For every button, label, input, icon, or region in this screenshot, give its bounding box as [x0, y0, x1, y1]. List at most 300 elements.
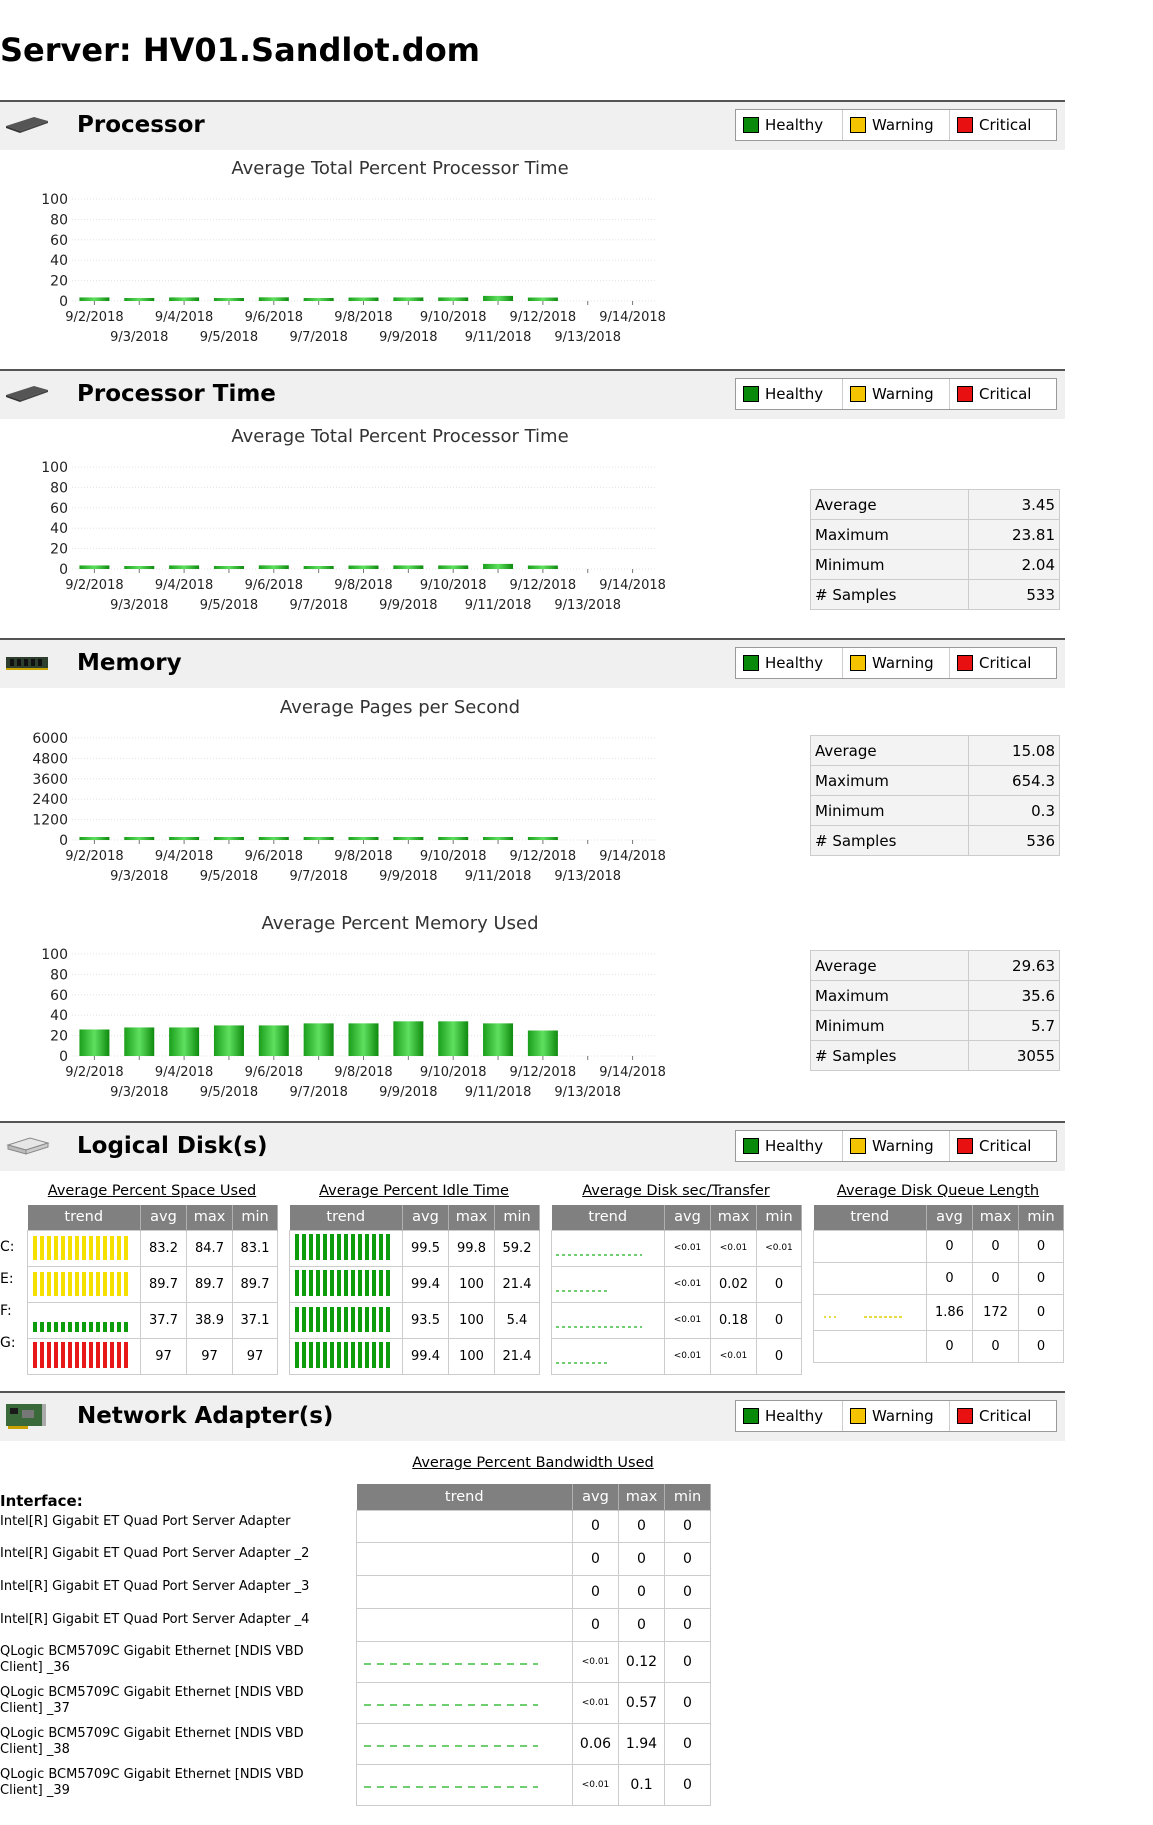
- trend-bar: [344, 1342, 348, 1368]
- x-tick-label: 9/3/2018: [110, 598, 169, 613]
- trend-sparkline: [28, 1338, 141, 1374]
- x-tick-label: 9/7/2018: [289, 1085, 348, 1100]
- trend-sparkline: [290, 1230, 403, 1266]
- min-value: 0: [665, 1682, 711, 1723]
- critical-swatch: [957, 1138, 973, 1154]
- stat-label: Minimum: [811, 550, 969, 580]
- trend-bar: [295, 1307, 299, 1332]
- max-value: <0.01: [711, 1338, 757, 1374]
- processor-icon: [4, 114, 50, 134]
- max-value: 84.7: [187, 1230, 233, 1266]
- stat-value: 3055: [969, 1041, 1060, 1071]
- memory-icon: [4, 652, 50, 672]
- bar: [169, 837, 199, 840]
- trend-bar: [386, 1234, 390, 1260]
- x-tick-label: 9/9/2018: [379, 330, 438, 345]
- legend-critical-label: Critical: [979, 1137, 1032, 1155]
- trend-bar: [372, 1307, 376, 1332]
- trend-bar: [316, 1234, 320, 1260]
- max-value: 0.12: [619, 1641, 665, 1682]
- trend-bar: [89, 1272, 93, 1296]
- trend-bar: [365, 1270, 369, 1296]
- y-tick-label: 20: [50, 541, 68, 558]
- y-tick-label: 60: [50, 232, 68, 249]
- stat-label: Minimum: [811, 1011, 969, 1041]
- legend-healthy: [736, 1401, 843, 1431]
- legend-healthy-label: Healthy: [765, 1137, 824, 1155]
- x-tick-label: 9/9/2018: [379, 1085, 438, 1100]
- trend-bar: [54, 1342, 58, 1368]
- stats-row: [811, 796, 1060, 826]
- section-title: Logical Disk(s): [77, 1133, 268, 1159]
- stat-label: Maximum: [811, 520, 969, 550]
- trend-sparkline: [290, 1302, 403, 1338]
- disk-metric-label: Average Percent Idle Time: [319, 1183, 509, 1199]
- trend-bar: [54, 1322, 58, 1332]
- trend-bar: [372, 1234, 376, 1260]
- col-trend: trend: [290, 1205, 403, 1230]
- memory-stats: [810, 950, 1060, 1071]
- table-row: [357, 1510, 711, 1542]
- x-tick-label: 9/5/2018: [199, 1085, 259, 1100]
- col-min: min: [665, 1484, 711, 1510]
- bar: [483, 296, 513, 301]
- stat-value: 29.63: [969, 951, 1060, 981]
- min-value: 0: [665, 1608, 711, 1641]
- table-row: [814, 1294, 1064, 1330]
- col-max: max: [187, 1205, 233, 1230]
- trend-bar: [323, 1234, 327, 1260]
- section-header-logical-disk: [0, 1121, 1065, 1171]
- y-tick-label: 20: [50, 1028, 68, 1045]
- y-tick-label: 40: [50, 521, 68, 538]
- x-tick-label: 9/2/2018: [65, 578, 124, 593]
- trend-bar: [302, 1270, 306, 1296]
- trend-bar: [358, 1342, 362, 1368]
- max-value: 100: [449, 1338, 495, 1374]
- trend-bar: [337, 1307, 341, 1332]
- warning-swatch: [850, 117, 866, 133]
- y-tick-label: 0: [59, 562, 68, 578]
- min-value: 0: [757, 1302, 802, 1338]
- bar: [259, 297, 289, 301]
- trend-sparkline: [28, 1302, 141, 1338]
- table-row: [28, 1266, 278, 1302]
- network-bandwidth-table: [356, 1484, 711, 1806]
- x-tick-label: 9/4/2018: [154, 849, 214, 864]
- x-tick-label: 9/7/2018: [289, 330, 348, 345]
- stats-row: [811, 981, 1060, 1011]
- bar: [393, 1021, 423, 1056]
- table-row: [814, 1330, 1064, 1362]
- x-tick-label: 9/11/2018: [464, 330, 532, 345]
- min-value: 21.4: [495, 1266, 540, 1302]
- legend-warning: [843, 110, 950, 140]
- col-max: max: [449, 1205, 495, 1230]
- chart-title: Average Pages per Second: [279, 697, 521, 718]
- x-tick-label: 9/4/2018: [154, 310, 214, 325]
- stat-value: 2.04: [969, 550, 1060, 580]
- min-value: 0: [665, 1510, 711, 1542]
- drive-label: E:: [0, 1271, 14, 1287]
- trend-sparkline: [814, 1330, 927, 1362]
- x-tick-label: 9/10/2018: [419, 1065, 487, 1080]
- trend-sparkline: [552, 1338, 665, 1374]
- min-value: 0: [665, 1542, 711, 1575]
- trend-bar: [61, 1342, 65, 1368]
- trend-bar: [379, 1270, 383, 1296]
- critical-swatch: [957, 655, 973, 671]
- bar: [438, 565, 468, 569]
- section-header-processor-time: [0, 369, 1065, 419]
- disk-queue-length-table: [813, 1205, 1064, 1363]
- x-tick-label: 9/8/2018: [334, 1065, 393, 1080]
- legend-critical: [950, 1401, 1056, 1431]
- y-tick-label: 40: [50, 1008, 68, 1025]
- x-tick-label: 9/6/2018: [244, 1065, 304, 1080]
- max-value: 0.02: [711, 1266, 757, 1302]
- avg-value: 0: [927, 1330, 973, 1362]
- trend-bar: [33, 1272, 37, 1296]
- trend-bar: [323, 1307, 327, 1332]
- bar: [483, 837, 513, 840]
- trend-bar: [61, 1236, 65, 1260]
- x-tick-label: 9/14/2018: [599, 578, 666, 593]
- trend-bar: [302, 1307, 306, 1332]
- warning-swatch: [850, 655, 866, 671]
- memory-used-chart: [20, 943, 780, 1113]
- disk-metric-label: Average Disk Queue Length: [836, 1183, 1040, 1199]
- trend-bar: [117, 1272, 121, 1296]
- max-value: 0.18: [711, 1302, 757, 1338]
- stat-label: Average: [811, 951, 969, 981]
- x-tick-label: 9/11/2018: [464, 1085, 532, 1100]
- processor-chart: [20, 188, 780, 358]
- x-tick-label: 9/14/2018: [599, 1065, 666, 1080]
- trend-bar: [96, 1322, 100, 1332]
- avg-value: <0.01: [665, 1230, 711, 1266]
- max-value: 0: [973, 1230, 1019, 1262]
- legend-warning-label: Warning: [872, 116, 934, 134]
- trend-bar: [75, 1322, 79, 1332]
- trend-bar: [295, 1270, 299, 1296]
- network-metric-label: Average Percent Bandwidth Used: [412, 1455, 654, 1471]
- trend-bar: [351, 1270, 355, 1296]
- bar: [304, 837, 334, 840]
- trend-bar: [386, 1270, 390, 1296]
- min-value: 0: [1019, 1230, 1064, 1262]
- status-legend: [735, 109, 1057, 141]
- y-tick-label: 100: [41, 460, 68, 476]
- avg-value: 0.06: [573, 1723, 619, 1764]
- x-tick-label: 9/5/2018: [199, 598, 259, 613]
- trend-bar: [89, 1236, 93, 1260]
- trend-bar: [124, 1272, 128, 1296]
- trend-bar: [103, 1272, 107, 1296]
- y-tick-label: 0: [59, 833, 68, 849]
- bar: [124, 1027, 154, 1056]
- trend-bar: [40, 1236, 44, 1260]
- chart-title: Average Total Percent Processor Time: [231, 426, 569, 447]
- stat-value: 3.45: [969, 490, 1060, 520]
- trend-bar: [309, 1307, 313, 1332]
- drive-label: G:: [0, 1335, 16, 1351]
- avg-value: 97: [141, 1338, 187, 1374]
- avg-value: <0.01: [573, 1641, 619, 1682]
- min-value: 0: [665, 1575, 711, 1608]
- stat-label: # Samples: [811, 826, 969, 856]
- col-avg: avg: [403, 1205, 449, 1230]
- bar: [393, 565, 423, 569]
- chart-title: Average Total Percent Processor Time: [231, 158, 569, 179]
- bar: [79, 565, 109, 569]
- trend-bar: [337, 1234, 341, 1260]
- col-trend: trend: [28, 1205, 141, 1230]
- col-avg: avg: [927, 1205, 973, 1230]
- page-title: Server: HV01.Sandlot.dom: [0, 31, 481, 69]
- legend-healthy: [736, 379, 843, 409]
- healthy-swatch: [743, 655, 759, 671]
- x-tick-label: 9/13/2018: [554, 330, 622, 345]
- y-tick-label: 60: [50, 500, 68, 517]
- avg-value: <0.01: [665, 1266, 711, 1302]
- trend-sparkline: [552, 1302, 665, 1338]
- legend-critical: [950, 379, 1056, 409]
- x-tick-label: 9/5/2018: [199, 330, 259, 345]
- y-tick-label: 0: [59, 1049, 68, 1065]
- avg-value: 99.4: [403, 1338, 449, 1374]
- trend-bar: [358, 1234, 362, 1260]
- stat-label: Minimum: [811, 796, 969, 826]
- section-header-memory: [0, 638, 1065, 688]
- x-tick-label: 9/10/2018: [419, 578, 487, 593]
- trend-bar: [89, 1342, 93, 1368]
- trend-bar: [358, 1307, 362, 1332]
- disk-metric-label: Average Percent Space Used: [47, 1183, 257, 1199]
- trend-bar: [68, 1342, 72, 1368]
- table-row: [290, 1338, 540, 1374]
- trend-bar: [316, 1307, 320, 1332]
- col-avg: avg: [141, 1205, 187, 1230]
- status-legend: [735, 378, 1057, 410]
- max-value: 0.57: [619, 1682, 665, 1723]
- legend-healthy: [736, 110, 843, 140]
- table-row: [357, 1641, 711, 1682]
- col-max: max: [973, 1205, 1019, 1230]
- trend-bar: [75, 1342, 79, 1368]
- y-tick-label: 0: [59, 294, 68, 310]
- trend-bar: [33, 1236, 37, 1260]
- bar: [438, 1021, 468, 1056]
- x-tick-label: 9/9/2018: [379, 869, 438, 884]
- x-tick-label: 9/12/2018: [509, 310, 577, 325]
- bar: [214, 566, 244, 569]
- legend-healthy-label: Healthy: [765, 116, 824, 134]
- x-tick-label: 9/9/2018: [379, 598, 438, 613]
- trend-bar: [330, 1270, 334, 1296]
- legend-warning: [843, 379, 950, 409]
- trend-sparkline: [357, 1764, 573, 1805]
- section-title: Network Adapter(s): [77, 1403, 334, 1429]
- min-value: 0: [757, 1266, 802, 1302]
- bar: [438, 837, 468, 840]
- min-value: 83.1: [233, 1230, 278, 1266]
- trend-bar: [379, 1307, 383, 1332]
- trend-bar: [386, 1307, 390, 1332]
- processor-time-stats: [810, 489, 1060, 610]
- stat-value: 533: [969, 580, 1060, 610]
- trend-bar: [337, 1342, 341, 1368]
- disk-space-used-table: [27, 1205, 278, 1375]
- avg-value: 0: [573, 1510, 619, 1542]
- trend-bar: [386, 1342, 390, 1368]
- x-tick-label: 9/2/2018: [65, 1065, 124, 1080]
- pages-per-second-chart: [20, 727, 780, 897]
- col-min: min: [233, 1205, 278, 1230]
- legend-critical-label: Critical: [979, 385, 1032, 403]
- avg-value: 37.7: [141, 1302, 187, 1338]
- stats-row: [811, 951, 1060, 981]
- table-row: [290, 1230, 540, 1266]
- critical-swatch: [957, 386, 973, 402]
- trend-sparkline: [357, 1608, 573, 1641]
- trend-bar: [351, 1342, 355, 1368]
- trend-sparkline: [357, 1723, 573, 1764]
- min-value: 97: [233, 1338, 278, 1374]
- avg-value: 99.4: [403, 1266, 449, 1302]
- table-row: [552, 1302, 802, 1338]
- trend-sparkline: [28, 1266, 141, 1302]
- trend-bar: [103, 1342, 107, 1368]
- trend-bar: [96, 1272, 100, 1296]
- trend-sparkline: [28, 1230, 141, 1266]
- min-value: 59.2: [495, 1230, 540, 1266]
- min-value: 5.4: [495, 1302, 540, 1338]
- stat-label: Average: [811, 736, 969, 766]
- stat-label: # Samples: [811, 580, 969, 610]
- x-tick-label: 9/2/2018: [65, 310, 124, 325]
- y-tick-label: 3600: [32, 771, 68, 788]
- trend-bar: [54, 1236, 58, 1260]
- bar: [483, 1023, 513, 1056]
- x-tick-label: 9/12/2018: [509, 849, 577, 864]
- trend-bar: [295, 1342, 299, 1368]
- trend-bar: [323, 1270, 327, 1296]
- bar: [124, 837, 154, 840]
- max-value: 100: [449, 1302, 495, 1338]
- trend-bar: [309, 1234, 313, 1260]
- trend-bar: [309, 1270, 313, 1296]
- trend-bar: [351, 1307, 355, 1332]
- trend-bar: [75, 1236, 79, 1260]
- status-legend: [735, 647, 1057, 679]
- bar: [528, 1031, 558, 1057]
- y-tick-label: 80: [50, 480, 68, 497]
- trend-bar: [47, 1272, 51, 1296]
- min-value: 0: [757, 1338, 802, 1374]
- bar: [349, 566, 379, 569]
- trend-bar: [68, 1272, 72, 1296]
- min-value: <0.01: [757, 1230, 802, 1266]
- table-row: [357, 1764, 711, 1805]
- col-max: max: [619, 1484, 665, 1510]
- bar: [169, 297, 199, 301]
- stats-row: [811, 490, 1060, 520]
- trend-bar: [82, 1342, 86, 1368]
- legend-healthy: [736, 1131, 843, 1161]
- trend-sparkline: [357, 1575, 573, 1608]
- bar: [214, 298, 244, 301]
- trend-bar: [89, 1322, 93, 1332]
- avg-value: 1.86: [927, 1294, 973, 1330]
- trend-bar: [82, 1322, 86, 1332]
- trend-bar: [33, 1322, 37, 1332]
- trend-sparkline: [552, 1230, 665, 1266]
- max-value: 0: [973, 1262, 1019, 1294]
- trend-bar: [379, 1342, 383, 1368]
- stat-label: # Samples: [811, 1041, 969, 1071]
- bar: [528, 837, 558, 840]
- legend-warning: [843, 1131, 950, 1161]
- status-legend: [735, 1130, 1057, 1162]
- max-value: 0: [619, 1542, 665, 1575]
- healthy-swatch: [743, 1138, 759, 1154]
- bar: [349, 298, 379, 301]
- y-tick-label: 6000: [32, 731, 68, 747]
- legend-warning-label: Warning: [872, 1407, 934, 1425]
- warning-swatch: [850, 1408, 866, 1424]
- pages-stats: [810, 735, 1060, 856]
- avg-value: 0: [573, 1608, 619, 1641]
- bar: [79, 837, 109, 840]
- trend-sparkline: [814, 1294, 927, 1330]
- min-value: 0: [1019, 1294, 1064, 1330]
- legend-healthy-label: Healthy: [765, 385, 824, 403]
- bar: [528, 566, 558, 569]
- x-tick-label: 9/10/2018: [419, 849, 487, 864]
- network-card-icon: [4, 1401, 50, 1429]
- trend-bar: [61, 1322, 65, 1332]
- trend-sparkline: [357, 1682, 573, 1723]
- section-title: Processor Time: [77, 381, 276, 407]
- x-tick-label: 9/13/2018: [554, 869, 622, 884]
- trend-bar: [110, 1272, 114, 1296]
- x-tick-label: 9/14/2018: [599, 849, 666, 864]
- min-value: 0: [665, 1764, 711, 1805]
- trend-bar: [365, 1342, 369, 1368]
- trend-bar: [323, 1342, 327, 1368]
- table-row: [814, 1230, 1064, 1262]
- trend-bar: [309, 1342, 313, 1368]
- col-trend: trend: [552, 1205, 665, 1230]
- interface-heading: Interface:: [0, 1492, 83, 1510]
- x-tick-label: 9/7/2018: [289, 598, 348, 613]
- bar: [528, 298, 558, 301]
- trend-bar: [372, 1270, 376, 1296]
- disk-idle-time-table: [289, 1205, 540, 1375]
- x-tick-label: 9/10/2018: [419, 310, 487, 325]
- x-tick-label: 9/4/2018: [154, 1065, 214, 1080]
- avg-value: 83.2: [141, 1230, 187, 1266]
- bar: [259, 565, 289, 569]
- trend-bar: [302, 1234, 306, 1260]
- avg-value: 0: [573, 1542, 619, 1575]
- trend-bar: [365, 1234, 369, 1260]
- trend-sparkline: [290, 1266, 403, 1302]
- avg-value: <0.01: [573, 1764, 619, 1805]
- bar: [124, 298, 154, 301]
- y-tick-label: 80: [50, 967, 68, 984]
